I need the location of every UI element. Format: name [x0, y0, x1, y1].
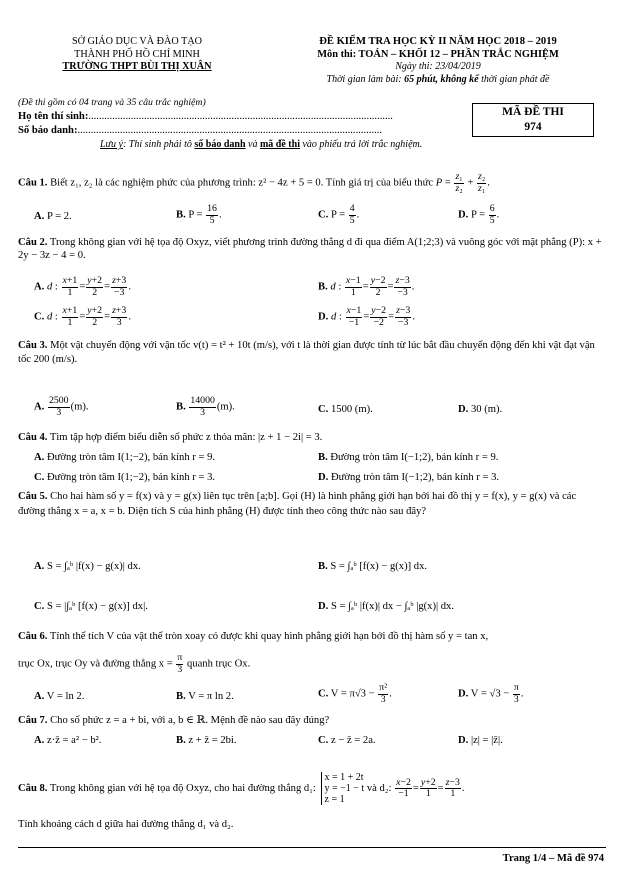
q4-option-a[interactable]: A. Đường tròn tâm I(1;−2), bán kính r = 9. [34, 452, 216, 463]
dept-name: SỞ GIÁO DỤC VÀ ĐÀO TẠO [71, 36, 203, 47]
exam-code-box [472, 103, 594, 137]
student-id-line: Số báo danh:................................................................................................................... [18, 125, 383, 137]
q7-option-b[interactable]: B. z + z̄ = 2bi. [176, 735, 237, 746]
header-right [268, 36, 608, 86]
q6-option-c[interactable]: C. V = π√3 − $\frac{\text{π²}}{3}$ . [318, 682, 392, 705]
q4-option-c[interactable]: C. Đường tròn tâm I(1;−2), bán kính r = 3. [34, 472, 216, 483]
q7-option-c[interactable]: C. z − z̄ = 2a. [318, 735, 376, 746]
exam-title: ĐỀ KIỂM TRA HỌC KỲ II NĂM HỌC 2018 – 2019 [319, 36, 557, 47]
page-footer: Trang 1/4 – Mã đề 974 [502, 853, 604, 864]
notice: Lưu ý: Thí sinh phải tô số báo danh và mã đề thi vào phiếu trả lời trắc nghiệm. [100, 139, 423, 150]
question-6: Câu 6. Tính thể tích V của vật thể tròn xoay có được khi quay hình phẳng giới hạn bởi đồ thị hàm số y = tan x, trục Ox, trục Oy và đường thẳng x = $\frac{\pi}{3}$ quanh trục Ox. [18, 631, 489, 675]
q7-option-d[interactable]: D. |z| = |z̄|. [458, 735, 503, 746]
q5-option-b[interactable]: B. S = ∫ₐᵇ [f(x) − g(x)] dx. [318, 561, 428, 572]
q7-option-a[interactable]: A. z·z̄ = a² − b². [34, 735, 102, 746]
question-8: Câu 8. Trong không gian với hệ tọa độ Oxyz, cho hai đường thẳng d₁: x = 1 + 2t y = −1 − t z = 1 và d₂: $\frac{x-2}{-1}$ = $\frac{y+2}{1}$ = $\frac{z-3}{1}$ . [18, 772, 465, 805]
exam-date: Ngày thi: 23/04/2019 [395, 61, 481, 72]
q5-option-d[interactable]: D. S = ∫ₐᵇ |f(x)| dx − ∫ₐᵇ |g(x)| dx. [318, 601, 455, 612]
q1-option-b[interactable]: B. P = $\frac{16}{5}$ . [176, 203, 222, 226]
exam-code-label: MÃ ĐỀ THI [502, 106, 564, 118]
student-name-line: Họ tên thí sinh:................................................................................................................... [18, 111, 393, 123]
q1-option-c[interactable]: C. P = $\frac{4}{5}$ . [318, 203, 360, 226]
q3-option-d[interactable]: D. 30 (m). [458, 404, 503, 415]
question-7: Câu 7. Cho số phức z = a + bi, với a, b ∈ ℝ. Mệnh đề nào sau đây đúng? [18, 715, 330, 726]
q3-option-c[interactable]: C. 1500 (m). [318, 404, 373, 415]
q2-option-b[interactable]: B. d : $\frac{x-1}{1}$ = $\frac{y-2}{2}$ = $\frac{z-3}{-3}$ . [318, 275, 415, 298]
q6-option-d[interactable]: D. V = √3 − $\frac{\pi}{3}$ . [458, 682, 524, 705]
student-info [18, 97, 458, 138]
q4-option-d[interactable]: D. Đường tròn tâm I(−1;2), bán kính r = 3. [318, 472, 500, 483]
q2-option-a[interactable]: A. d : $\frac{x+1}{1}$ = $\frac{y+2}{2}$ = $\frac{z+3}{-3}$ . [34, 275, 131, 298]
q8-system: x = 1 + 2t y = −1 − t z = 1 [321, 772, 365, 805]
question-5: Câu 5. Cho hai hàm số y = f(x) và y = g(x) liên tục trên [a;b]. Gọi (H) là hình phẳng giới hạn bởi hai đồ thị y = f(x), y = g(x) và các đường thẳng x = a, x = b. Diện tích S của hình phẳng (H) được tính theo công thức nào sau đây? [18, 491, 577, 517]
exam-time: Thời gian làm bài: 65 phút, không kể thời gian phát đề [326, 73, 550, 85]
q6-option-b[interactable]: B. V = π ln 2. [176, 691, 234, 702]
question-1: Câu 1. Biết z₁, z₂ là các nghiệm phức của phương trình: z² − 4z + 5 = 0. Tính giá trị của biểu thức P = $\frac{\text{z₁}}{\text{z₂}}$ + $\frac{\text{z₂}}{\text{z₁}}$ . [18, 171, 490, 194]
page-note: (Đề thi gồm có 04 trang và 35 câu trắc nghiệm) [18, 97, 206, 108]
q1-option-d[interactable]: D. P = $\frac{6}{5}$ . [458, 203, 500, 226]
q5-option-a[interactable]: A. S = ∫ₐᵇ |f(x) − g(x)| dx. [34, 561, 141, 572]
q3-option-b[interactable]: B. $\frac{14000}{3}$ (m). [176, 395, 235, 418]
exam-code-value: 974 [524, 121, 542, 133]
school-name: TRƯỜNG THPT BÙI THỊ XUÂN [62, 61, 212, 72]
question-8-tail: Tính khoảng cách d giữa hai đường thẳng d₁ và d₂. [18, 819, 234, 830]
question-3: Câu 3. Một vật chuyển động với vận tốc v(t) = t² + 10t (m/s), với t là thời gian được tính từ lúc bắt đầu chuyển động đến khi vật đạt vận tốc 200 (m/s). [18, 340, 595, 365]
header-left [18, 36, 256, 74]
question-4: Câu 4. Tìm tập hợp điểm biểu diễn số phức z thỏa mãn: |z + 1 − 2i| = 3. [18, 432, 323, 443]
q2-option-d[interactable]: D. d : $\frac{x-1}{-1}$ = $\frac{y-2}{-2}$ = $\frac{z-3}{-3}$ . [318, 305, 415, 328]
footer-divider [18, 847, 606, 848]
q2-option-c[interactable]: C. d : $\frac{x+1}{1}$ = $\frac{y+2}{2}$ = $\frac{z+3}{3}$ . [34, 305, 131, 328]
q1-option-a[interactable]: A. P = 2. [34, 211, 72, 222]
question-2: Câu 2. Trong không gian với hệ tọa độ Oxyz, viết phương trình đường thẳng d đi qua điểm A(1;2;3) và vuông góc với mặt phẳng (P): x + 2y − 3z − 4 = 0. [18, 237, 602, 262]
q4-option-b[interactable]: B. Đường tròn tâm I(−1;2), bán kính r = 9. [318, 452, 499, 463]
q6-option-a[interactable]: A. V = ln 2. [34, 691, 85, 702]
q5-option-c[interactable]: C. S = |∫ₐᵇ [f(x) − g(x)] dx|. [34, 601, 148, 612]
exam-subject: Môn thi: TOÁN – KHỐI 12 – PHẦN TRẮC NGHIỆM [317, 48, 559, 60]
city-name: THÀNH PHỐ HỒ CHÍ MINH [74, 48, 200, 60]
q3-option-a[interactable]: A. $\frac{2500}{3}$ (m). [34, 395, 89, 418]
